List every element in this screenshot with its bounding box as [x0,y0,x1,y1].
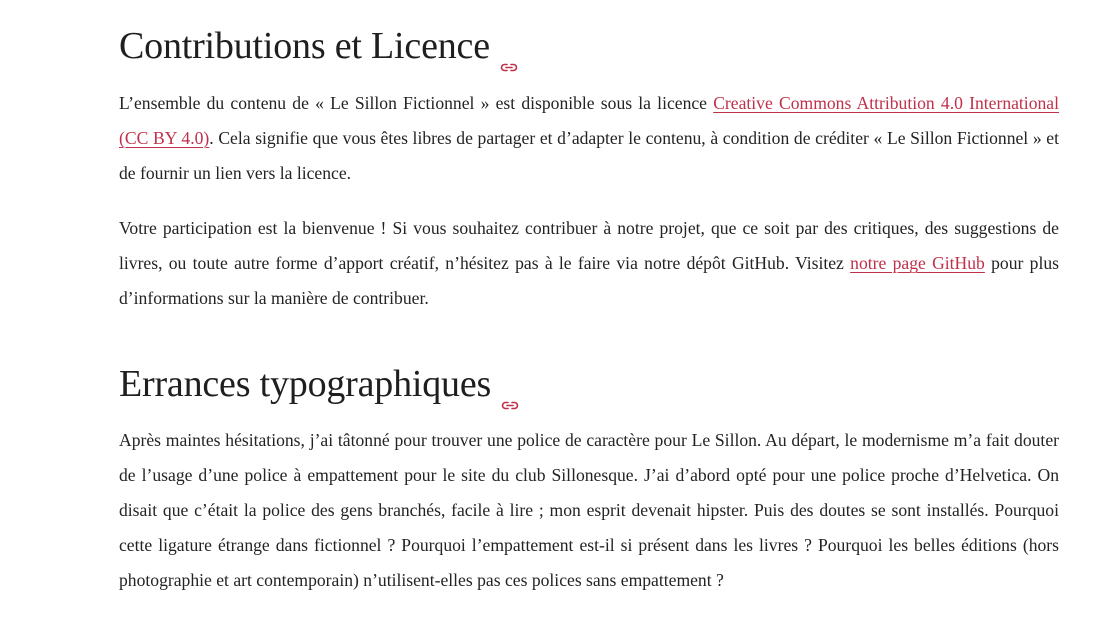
section-heading-errances [119,362,1059,406]
section-heading-contributions [119,24,1059,68]
contribution-paragraph [119,211,1059,316]
license-text-end: . Cela signifie que vous êtes libres de partager et d’adapter le contenu, à condition de créditer « Le Sillon Fictionnel » et de fournir un lien vers la licence. [119,128,1059,183]
contribution-text-start: Votre participation est la bienvenue ! Si vous souhaitez contribuer à notre projet, que ce soit par des critiques, des suggestions de livres, ou toute autre forme d’apport créatif, n’hésitez pas à le faire via notre dépôt GitHub. Visitez [119,218,1059,273]
link-icon[interactable] [498,40,520,54]
github-page-link[interactable]: notre page GitHub [850,253,985,273]
contribution-text-end: pour plus d’informations sur la manière de contribuer. [119,253,1059,308]
typography-paragraph: Après maintes hésitations, j’ai tâtonné pour trouver une police de caractère pour Le Sillon. Au départ, le modernisme m’a fait douter de l’usage d’une police à empattement pour le site du club Sillonesque. J’ai d’abord opté pour une police proche d’Helvetica. On disait que c’était la police des gens branchés, facile à lire ; mon esprit devenait hipster. Puis des doutes se sont installés. Pourquoi cette ligature étrange dans fictionnel ? Pourquoi l’empattement est-il si présent dans les livres ? Pourquoi les belles éditions (hors photographie et art contemporain) n’utilisent-elles pas ces polices sans empattement ? [119,430,1059,590]
license-text-start: L’ensemble du contenu de « Le Sillon Fictionnel » est disponible sous la licence [119,93,714,113]
section-heading-text: Errances typographiques [119,363,492,405]
link-icon[interactable] [499,378,521,392]
license-paragraph [119,86,1059,191]
section-heading-text: Contributions et Licence [119,25,490,67]
article-content [119,0,1059,598]
cc-license-link[interactable]: Creative Commons Attribution 4.0 International (CC BY 4.0) [119,93,1059,148]
